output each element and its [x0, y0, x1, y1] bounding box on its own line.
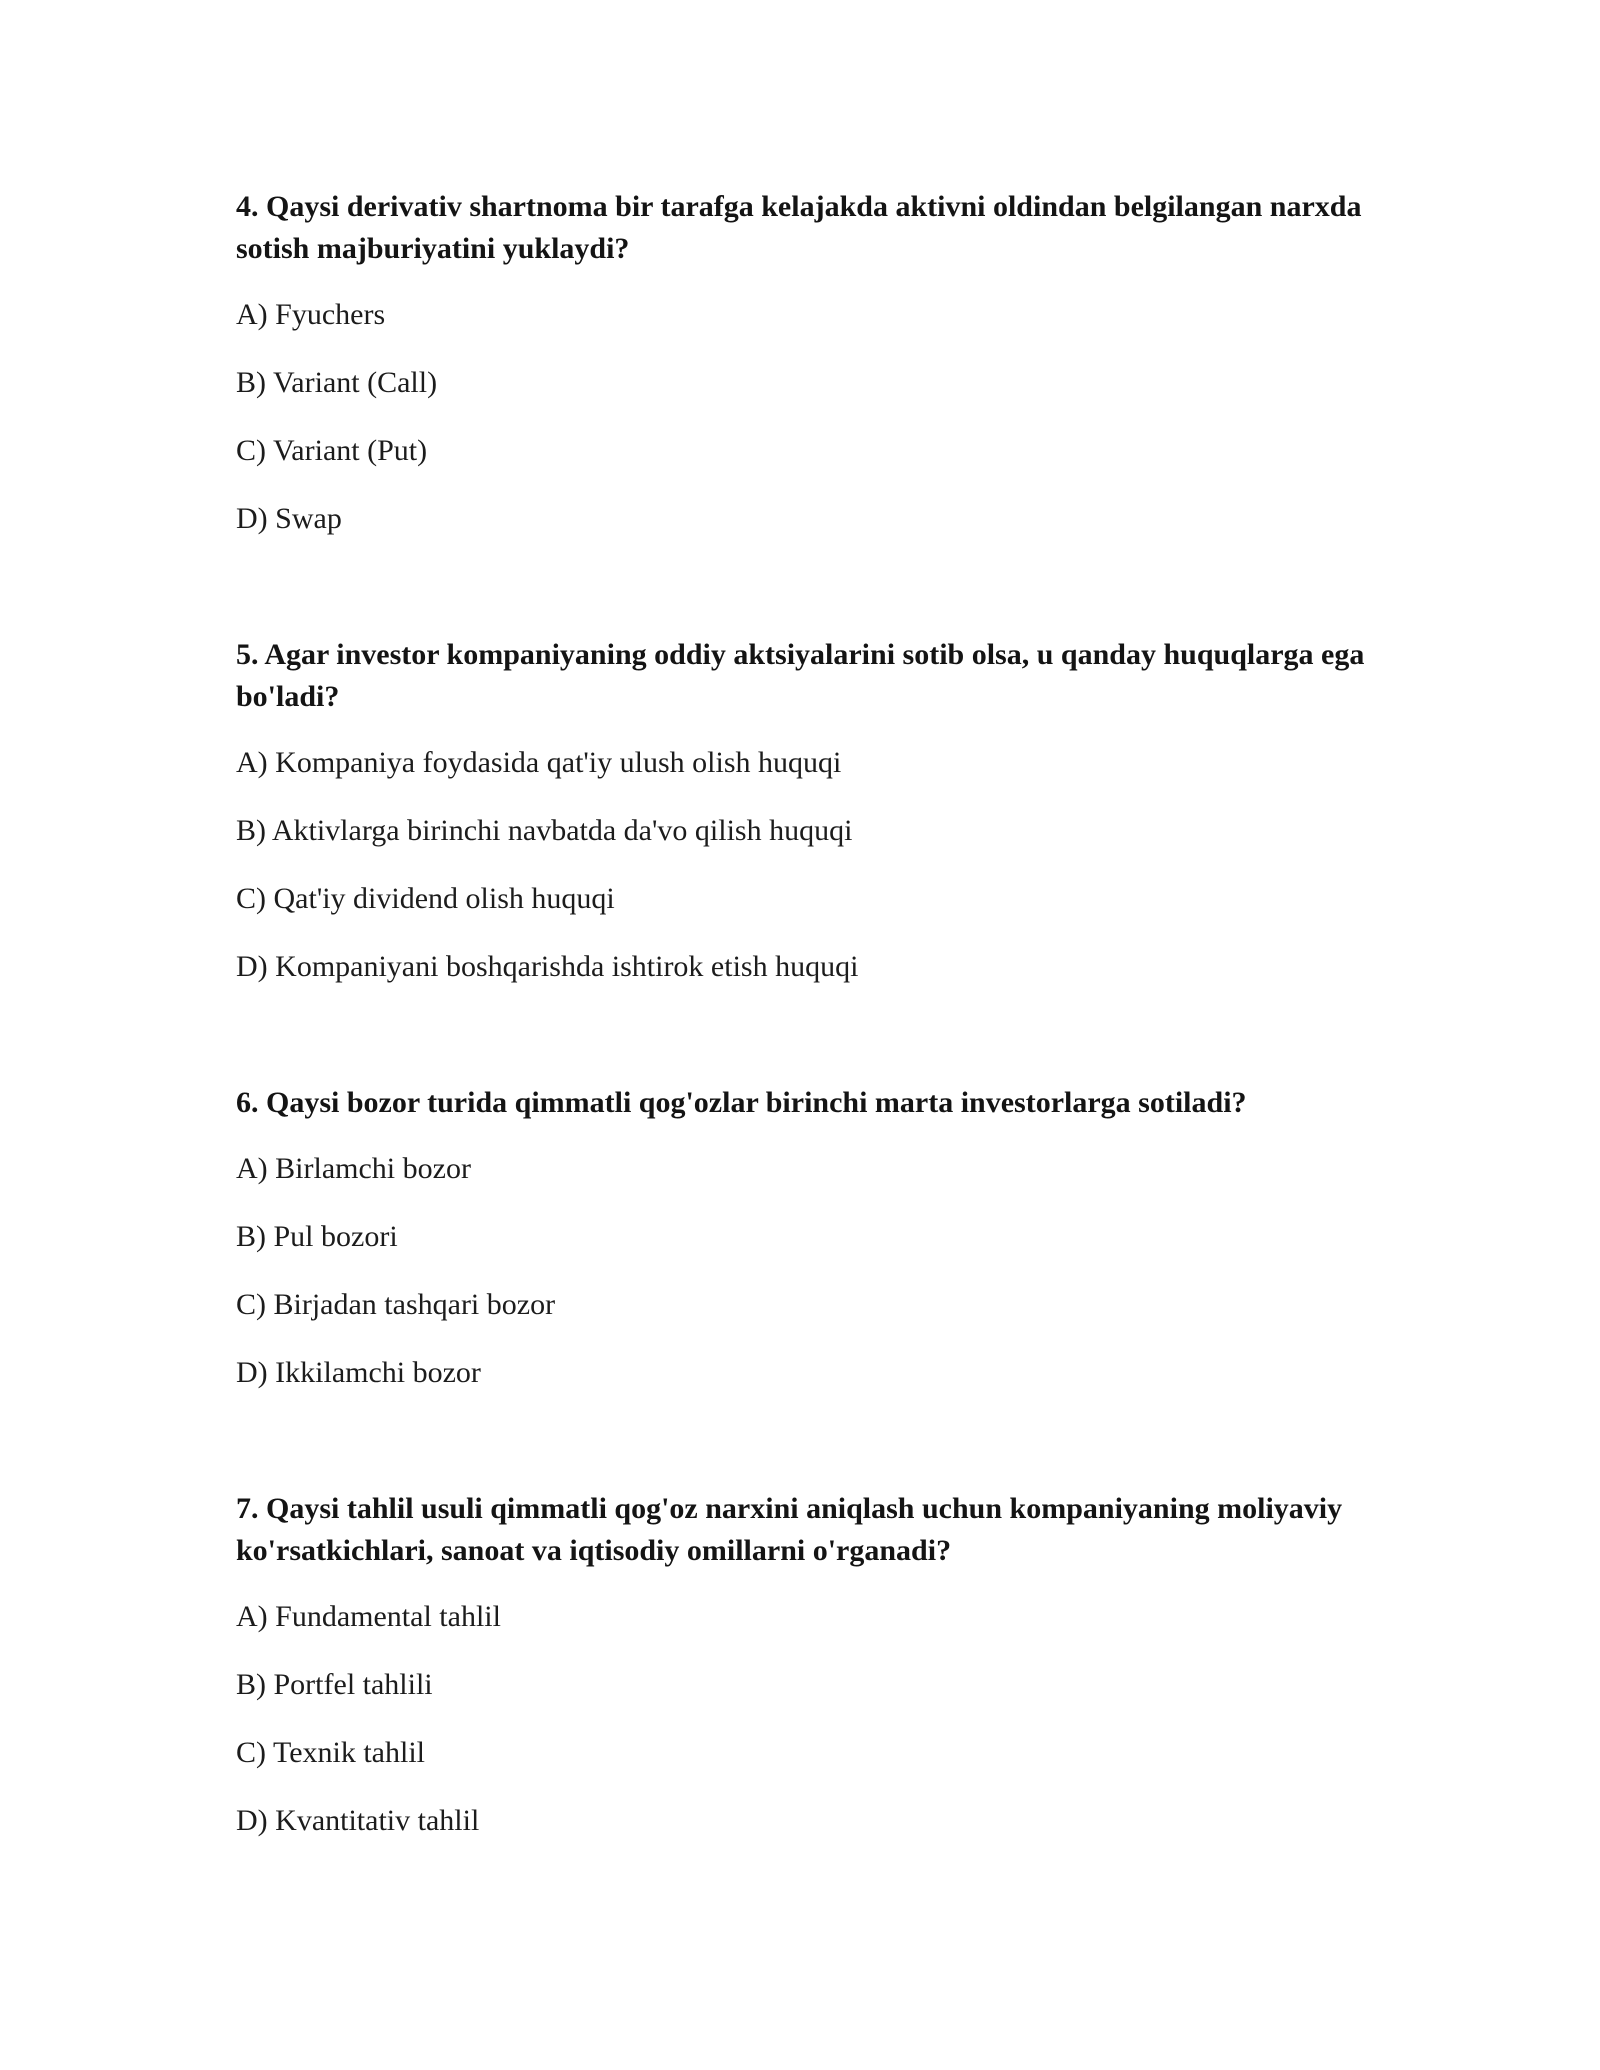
option-b: B) Portfel tahlili: [236, 1668, 433, 1701]
answer-options: [236, 742, 1366, 988]
option-c: C) Texnik tahlil: [236, 1736, 425, 1769]
option-a: A) Birlamchi bozor: [236, 1152, 471, 1185]
answer-options: [236, 294, 1366, 540]
option-d: D) Swap: [236, 502, 342, 535]
question-6: [236, 1082, 1366, 1394]
question-text: 6. Qaysi bozor turida qimmatli qog'ozlar birinchi marta investorlarga sotiladi?: [236, 1086, 1247, 1119]
option-b: B) Pul bozori: [236, 1220, 398, 1253]
answer-options: [236, 1596, 1366, 1842]
option-c: C) Qat'iy dividend olish huquqi: [236, 882, 615, 915]
option-b: B) Variant (Call): [236, 366, 438, 399]
question-text: 4. Qaysi derivativ shartnoma bir tarafga kelajakda aktivni oldindan belgilangan narxda sotish majburiyatini yuklaydi?: [236, 190, 1362, 265]
option-d: D) Ikkilamchi bozor: [236, 1356, 481, 1389]
option-c: C) Birjadan tashqari bozor: [236, 1288, 556, 1321]
option-d: D) Kvantitativ tahlil: [236, 1804, 480, 1837]
answer-options: [236, 1148, 1366, 1394]
option-c: C) Variant (Put): [236, 434, 428, 467]
option-b: B) Aktivlarga birinchi navbatda da'vo qilish huquqi: [236, 814, 853, 847]
question-text: 5. Agar investor kompaniyaning oddiy aktsiyalarini sotib olsa, u qanday huquqlarga ega bo'ladi?: [236, 638, 1365, 713]
option-a: A) Kompaniya foydasida qat'iy ulush olish huquqi: [236, 746, 842, 779]
question-5: [236, 634, 1366, 988]
option-a: A) Fundamental tahlil: [236, 1600, 501, 1633]
question-text: 7. Qaysi tahlil usuli qimmatli qog'oz narxini aniqlash uchun kompaniyaning moliyaviy ko'rsatkichlari, sanoat va iqtisodiy omillarni o'rganadi?: [236, 1492, 1343, 1567]
option-d: D) Kompaniyani boshqarishda ishtirok etish huquqi: [236, 950, 859, 983]
question-7: [236, 1488, 1366, 1842]
option-a: A) Fyuchers: [236, 298, 386, 331]
question-4: [236, 186, 1366, 540]
